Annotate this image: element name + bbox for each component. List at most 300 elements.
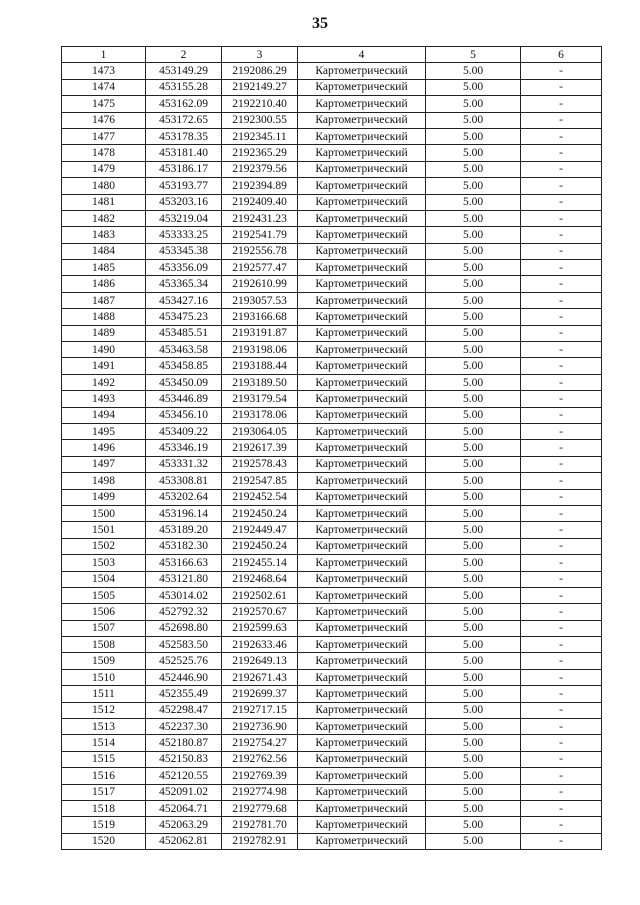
table-row <box>62 423 602 439</box>
point-number-cell: 1483 <box>62 227 146 243</box>
description-cell: - <box>521 161 602 177</box>
table-row <box>62 587 602 603</box>
point-number-cell: 1490 <box>62 342 146 358</box>
x-coordinate-cell: 453345.38 <box>146 243 222 259</box>
description-cell: - <box>521 227 602 243</box>
x-coordinate-cell: 453485.51 <box>146 325 222 341</box>
accuracy-cell: 5.00 <box>426 702 521 718</box>
y-coordinate-cell: 2192578.43 <box>222 456 298 472</box>
method-cell: Картометрический <box>298 194 426 210</box>
accuracy-cell: 5.00 <box>426 456 521 472</box>
accuracy-cell: 5.00 <box>426 571 521 587</box>
method-cell: Картометрический <box>298 587 426 603</box>
description-cell: - <box>521 260 602 276</box>
accuracy-cell: 5.00 <box>426 260 521 276</box>
x-coordinate-cell: 452583.50 <box>146 637 222 653</box>
point-number-cell: 1520 <box>62 833 146 849</box>
description-cell: - <box>521 489 602 505</box>
y-coordinate-cell: 2192633.46 <box>222 637 298 653</box>
y-coordinate-cell: 2192086.29 <box>222 63 298 79</box>
table-row <box>62 505 602 521</box>
column-header-6: 6 <box>521 47 602 63</box>
description-cell: - <box>521 505 602 521</box>
x-coordinate-cell: 453365.34 <box>146 276 222 292</box>
method-cell: Картометрический <box>298 79 426 95</box>
y-coordinate-cell: 2192762.56 <box>222 751 298 767</box>
method-cell: Картометрический <box>298 653 426 669</box>
point-number-cell: 1478 <box>62 145 146 161</box>
x-coordinate-cell: 453178.35 <box>146 128 222 144</box>
point-number-cell: 1505 <box>62 587 146 603</box>
accuracy-cell: 5.00 <box>426 374 521 390</box>
table-row <box>62 669 602 685</box>
accuracy-cell: 5.00 <box>426 604 521 620</box>
method-cell: Картометрический <box>298 227 426 243</box>
description-cell: - <box>521 63 602 79</box>
method-cell: Картометрический <box>298 325 426 341</box>
description-cell: - <box>521 538 602 554</box>
table-row <box>62 128 602 144</box>
x-coordinate-cell: 453014.02 <box>146 587 222 603</box>
y-coordinate-cell: 2192599.63 <box>222 620 298 636</box>
x-coordinate-cell: 453333.25 <box>146 227 222 243</box>
y-coordinate-cell: 2192450.24 <box>222 538 298 554</box>
method-cell: Картометрический <box>298 243 426 259</box>
x-coordinate-cell: 453193.77 <box>146 178 222 194</box>
x-coordinate-cell: 453186.17 <box>146 161 222 177</box>
table-row <box>62 538 602 554</box>
accuracy-cell: 5.00 <box>426 473 521 489</box>
point-number-cell: 1515 <box>62 751 146 767</box>
y-coordinate-cell: 2192210.40 <box>222 96 298 112</box>
description-cell: - <box>521 243 602 259</box>
y-coordinate-cell: 2193189.50 <box>222 374 298 390</box>
table-row <box>62 292 602 308</box>
description-cell: - <box>521 112 602 128</box>
method-cell: Картометрический <box>298 620 426 636</box>
description-cell: - <box>521 128 602 144</box>
y-coordinate-cell: 2193166.68 <box>222 309 298 325</box>
accuracy-cell: 5.00 <box>426 505 521 521</box>
point-number-cell: 1517 <box>62 784 146 800</box>
table-row <box>62 325 602 341</box>
accuracy-cell: 5.00 <box>426 669 521 685</box>
x-coordinate-cell: 453475.23 <box>146 309 222 325</box>
point-number-cell: 1507 <box>62 620 146 636</box>
description-cell: - <box>521 358 602 374</box>
y-coordinate-cell: 2192455.14 <box>222 555 298 571</box>
method-cell: Картометрический <box>298 342 426 358</box>
accuracy-cell: 5.00 <box>426 79 521 95</box>
description-cell: - <box>521 522 602 538</box>
point-number-cell: 1498 <box>62 473 146 489</box>
table-row <box>62 751 602 767</box>
y-coordinate-cell: 2192671.43 <box>222 669 298 685</box>
y-coordinate-cell: 2193057.53 <box>222 292 298 308</box>
x-coordinate-cell: 453149.29 <box>146 63 222 79</box>
description-cell: - <box>521 768 602 784</box>
y-coordinate-cell: 2192781.70 <box>222 817 298 833</box>
column-header-4: 4 <box>298 47 426 63</box>
y-coordinate-cell: 2192610.99 <box>222 276 298 292</box>
method-cell: Картометрический <box>298 571 426 587</box>
x-coordinate-cell: 453458.85 <box>146 358 222 374</box>
accuracy-cell: 5.00 <box>426 309 521 325</box>
method-cell: Картометрический <box>298 522 426 538</box>
method-cell: Картометрический <box>298 489 426 505</box>
y-coordinate-cell: 2192365.29 <box>222 145 298 161</box>
description-cell: - <box>521 374 602 390</box>
method-cell: Картометрический <box>298 374 426 390</box>
accuracy-cell: 5.00 <box>426 178 521 194</box>
y-coordinate-cell: 2192300.55 <box>222 112 298 128</box>
table-row <box>62 63 602 79</box>
point-number-cell: 1474 <box>62 79 146 95</box>
table-row <box>62 342 602 358</box>
accuracy-cell: 5.00 <box>426 735 521 751</box>
description-cell: - <box>521 571 602 587</box>
x-coordinate-cell: 453331.32 <box>146 456 222 472</box>
description-cell: - <box>521 473 602 489</box>
y-coordinate-cell: 2192782.91 <box>222 833 298 849</box>
method-cell: Картометрический <box>298 538 426 554</box>
accuracy-cell: 5.00 <box>426 686 521 702</box>
column-header-2: 2 <box>146 47 222 63</box>
point-number-cell: 1512 <box>62 702 146 718</box>
method-cell: Картометрический <box>298 604 426 620</box>
table-row <box>62 620 602 636</box>
table-row <box>62 243 602 259</box>
point-number-cell: 1485 <box>62 260 146 276</box>
description-cell: - <box>521 407 602 423</box>
description-cell: - <box>521 653 602 669</box>
method-cell: Картометрический <box>298 686 426 702</box>
y-coordinate-cell: 2192577.47 <box>222 260 298 276</box>
y-coordinate-cell: 2192779.68 <box>222 800 298 816</box>
accuracy-cell: 5.00 <box>426 292 521 308</box>
method-cell: Картометрический <box>298 96 426 112</box>
accuracy-cell: 5.00 <box>426 161 521 177</box>
y-coordinate-cell: 2192736.90 <box>222 719 298 735</box>
point-number-cell: 1504 <box>62 571 146 587</box>
point-number-cell: 1496 <box>62 440 146 456</box>
accuracy-cell: 5.00 <box>426 128 521 144</box>
x-coordinate-cell: 452698.80 <box>146 620 222 636</box>
point-number-cell: 1516 <box>62 768 146 784</box>
point-number-cell: 1497 <box>62 456 146 472</box>
point-number-cell: 1473 <box>62 63 146 79</box>
x-coordinate-cell: 452792.32 <box>146 604 222 620</box>
y-coordinate-cell: 2192468.64 <box>222 571 298 587</box>
x-coordinate-cell: 452120.55 <box>146 768 222 784</box>
table-header <box>62 47 602 63</box>
point-number-cell: 1501 <box>62 522 146 538</box>
method-cell: Картометрический <box>298 292 426 308</box>
table-row <box>62 637 602 653</box>
table-row <box>62 276 602 292</box>
x-coordinate-cell: 452355.49 <box>146 686 222 702</box>
method-cell: Картометрический <box>298 161 426 177</box>
accuracy-cell: 5.00 <box>426 63 521 79</box>
y-coordinate-cell: 2192149.27 <box>222 79 298 95</box>
point-number-cell: 1486 <box>62 276 146 292</box>
description-cell: - <box>521 391 602 407</box>
point-number-cell: 1489 <box>62 325 146 341</box>
y-coordinate-cell: 2192450.24 <box>222 505 298 521</box>
method-cell: Картометрический <box>298 555 426 571</box>
method-cell: Картометрический <box>298 309 426 325</box>
point-number-cell: 1492 <box>62 374 146 390</box>
accuracy-cell: 5.00 <box>426 358 521 374</box>
y-coordinate-cell: 2192345.11 <box>222 128 298 144</box>
x-coordinate-cell: 452237.30 <box>146 719 222 735</box>
description-cell: - <box>521 79 602 95</box>
x-coordinate-cell: 452091.02 <box>146 784 222 800</box>
accuracy-cell: 5.00 <box>426 342 521 358</box>
point-number-cell: 1519 <box>62 817 146 833</box>
x-coordinate-cell: 453356.09 <box>146 260 222 276</box>
table-row <box>62 210 602 226</box>
method-cell: Картометрический <box>298 473 426 489</box>
method-cell: Картометрический <box>298 210 426 226</box>
method-cell: Картометрический <box>298 719 426 735</box>
table-row <box>62 653 602 669</box>
table-row <box>62 309 602 325</box>
column-header-5: 5 <box>426 47 521 63</box>
table-row <box>62 702 602 718</box>
accuracy-cell: 5.00 <box>426 489 521 505</box>
x-coordinate-cell: 453463.58 <box>146 342 222 358</box>
x-coordinate-cell: 452446.90 <box>146 669 222 685</box>
accuracy-cell: 5.00 <box>426 522 521 538</box>
x-coordinate-cell: 453409.22 <box>146 423 222 439</box>
y-coordinate-cell: 2193188.44 <box>222 358 298 374</box>
x-coordinate-cell: 452063.29 <box>146 817 222 833</box>
x-coordinate-cell: 453346.19 <box>146 440 222 456</box>
table-row <box>62 800 602 816</box>
description-cell: - <box>521 604 602 620</box>
accuracy-cell: 5.00 <box>426 817 521 833</box>
y-coordinate-cell: 2192541.79 <box>222 227 298 243</box>
method-cell: Картометрический <box>298 784 426 800</box>
y-coordinate-cell: 2192452.54 <box>222 489 298 505</box>
point-number-cell: 1499 <box>62 489 146 505</box>
table-row <box>62 194 602 210</box>
table-row <box>62 768 602 784</box>
x-coordinate-cell: 452064.71 <box>146 800 222 816</box>
accuracy-cell: 5.00 <box>426 243 521 259</box>
x-coordinate-cell: 452062.81 <box>146 833 222 849</box>
table-row <box>62 96 602 112</box>
description-cell: - <box>521 833 602 849</box>
description-cell: - <box>521 456 602 472</box>
table-row <box>62 604 602 620</box>
y-coordinate-cell: 2192556.78 <box>222 243 298 259</box>
point-number-cell: 1482 <box>62 210 146 226</box>
description-cell: - <box>521 817 602 833</box>
point-number-cell: 1476 <box>62 112 146 128</box>
description-cell: - <box>521 145 602 161</box>
x-coordinate-cell: 453219.04 <box>146 210 222 226</box>
point-number-cell: 1481 <box>62 194 146 210</box>
description-cell: - <box>521 440 602 456</box>
method-cell: Картометрический <box>298 423 426 439</box>
method-cell: Картометрический <box>298 128 426 144</box>
table-row <box>62 391 602 407</box>
description-cell: - <box>521 620 602 636</box>
description-cell: - <box>521 735 602 751</box>
y-coordinate-cell: 2192754.27 <box>222 735 298 751</box>
x-coordinate-cell: 453181.40 <box>146 145 222 161</box>
description-cell: - <box>521 194 602 210</box>
point-number-cell: 1508 <box>62 637 146 653</box>
method-cell: Картометрический <box>298 456 426 472</box>
y-coordinate-cell: 2193191.87 <box>222 325 298 341</box>
point-number-cell: 1479 <box>62 161 146 177</box>
x-coordinate-cell: 453446.89 <box>146 391 222 407</box>
table-row <box>62 571 602 587</box>
table-row <box>62 440 602 456</box>
y-coordinate-cell: 2192769.39 <box>222 768 298 784</box>
method-cell: Картометрический <box>298 637 426 653</box>
point-number-cell: 1500 <box>62 505 146 521</box>
table-row <box>62 473 602 489</box>
y-coordinate-cell: 2192570.67 <box>222 604 298 620</box>
method-cell: Картометрический <box>298 260 426 276</box>
description-cell: - <box>521 669 602 685</box>
x-coordinate-cell: 452180.87 <box>146 735 222 751</box>
y-coordinate-cell: 2192774.98 <box>222 784 298 800</box>
description-cell: - <box>521 309 602 325</box>
accuracy-cell: 5.00 <box>426 751 521 767</box>
table-row <box>62 407 602 423</box>
table-row <box>62 817 602 833</box>
x-coordinate-cell: 453202.64 <box>146 489 222 505</box>
accuracy-cell: 5.00 <box>426 407 521 423</box>
accuracy-cell: 5.00 <box>426 768 521 784</box>
column-header-3: 3 <box>222 47 298 63</box>
method-cell: Картометрический <box>298 440 426 456</box>
description-cell: - <box>521 276 602 292</box>
y-coordinate-cell: 2193178.06 <box>222 407 298 423</box>
accuracy-cell: 5.00 <box>426 784 521 800</box>
y-coordinate-cell: 2192449.47 <box>222 522 298 538</box>
method-cell: Картометрический <box>298 63 426 79</box>
method-cell: Картометрический <box>298 735 426 751</box>
description-cell: - <box>521 751 602 767</box>
x-coordinate-cell: 453196.14 <box>146 505 222 521</box>
method-cell: Картометрический <box>298 276 426 292</box>
coordinates-table <box>61 46 602 850</box>
accuracy-cell: 5.00 <box>426 194 521 210</box>
point-number-cell: 1511 <box>62 686 146 702</box>
point-number-cell: 1484 <box>62 243 146 259</box>
accuracy-cell: 5.00 <box>426 391 521 407</box>
description-cell: - <box>521 719 602 735</box>
accuracy-cell: 5.00 <box>426 719 521 735</box>
x-coordinate-cell: 453162.09 <box>146 96 222 112</box>
point-number-cell: 1518 <box>62 800 146 816</box>
point-number-cell: 1494 <box>62 407 146 423</box>
y-coordinate-cell: 2192547.85 <box>222 473 298 489</box>
point-number-cell: 1487 <box>62 292 146 308</box>
x-coordinate-cell: 453427.16 <box>146 292 222 308</box>
description-cell: - <box>521 96 602 112</box>
method-cell: Картометрический <box>298 817 426 833</box>
y-coordinate-cell: 2192617.39 <box>222 440 298 456</box>
y-coordinate-cell: 2193198.06 <box>222 342 298 358</box>
x-coordinate-cell: 453189.20 <box>146 522 222 538</box>
description-cell: - <box>521 800 602 816</box>
header-row <box>62 47 602 63</box>
table-row <box>62 358 602 374</box>
description-cell: - <box>521 342 602 358</box>
accuracy-cell: 5.00 <box>426 587 521 603</box>
point-number-cell: 1502 <box>62 538 146 554</box>
table-row <box>62 112 602 128</box>
method-cell: Картометрический <box>298 391 426 407</box>
table-body <box>62 63 602 850</box>
y-coordinate-cell: 2192699.37 <box>222 686 298 702</box>
description-cell: - <box>521 423 602 439</box>
method-cell: Картометрический <box>298 702 426 718</box>
description-cell: - <box>521 555 602 571</box>
method-cell: Картометрический <box>298 833 426 849</box>
accuracy-cell: 5.00 <box>426 440 521 456</box>
accuracy-cell: 5.00 <box>426 96 521 112</box>
method-cell: Картометрический <box>298 178 426 194</box>
y-coordinate-cell: 2192649.13 <box>222 653 298 669</box>
y-coordinate-cell: 2192379.56 <box>222 161 298 177</box>
y-coordinate-cell: 2192394.89 <box>222 178 298 194</box>
point-number-cell: 1509 <box>62 653 146 669</box>
point-number-cell: 1491 <box>62 358 146 374</box>
accuracy-cell: 5.00 <box>426 325 521 341</box>
x-coordinate-cell: 453203.16 <box>146 194 222 210</box>
method-cell: Картометрический <box>298 145 426 161</box>
method-cell: Картометрический <box>298 505 426 521</box>
accuracy-cell: 5.00 <box>426 538 521 554</box>
table-row <box>62 456 602 472</box>
point-number-cell: 1514 <box>62 735 146 751</box>
point-number-cell: 1503 <box>62 555 146 571</box>
y-coordinate-cell: 2193064.05 <box>222 423 298 439</box>
method-cell: Картометрический <box>298 112 426 128</box>
accuracy-cell: 5.00 <box>426 423 521 439</box>
table-row <box>62 555 602 571</box>
x-coordinate-cell: 452525.76 <box>146 653 222 669</box>
description-cell: - <box>521 178 602 194</box>
method-cell: Картометрический <box>298 407 426 423</box>
method-cell: Картометрический <box>298 800 426 816</box>
x-coordinate-cell: 452150.83 <box>146 751 222 767</box>
table-row <box>62 735 602 751</box>
description-cell: - <box>521 325 602 341</box>
description-cell: - <box>521 587 602 603</box>
method-cell: Картометрический <box>298 751 426 767</box>
description-cell: - <box>521 686 602 702</box>
point-number-cell: 1488 <box>62 309 146 325</box>
x-coordinate-cell: 453456.10 <box>146 407 222 423</box>
x-coordinate-cell: 453172.65 <box>146 112 222 128</box>
table-row <box>62 79 602 95</box>
y-coordinate-cell: 2192502.61 <box>222 587 298 603</box>
accuracy-cell: 5.00 <box>426 637 521 653</box>
table-row <box>62 227 602 243</box>
accuracy-cell: 5.00 <box>426 653 521 669</box>
point-number-cell: 1513 <box>62 719 146 735</box>
y-coordinate-cell: 2193179.54 <box>222 391 298 407</box>
